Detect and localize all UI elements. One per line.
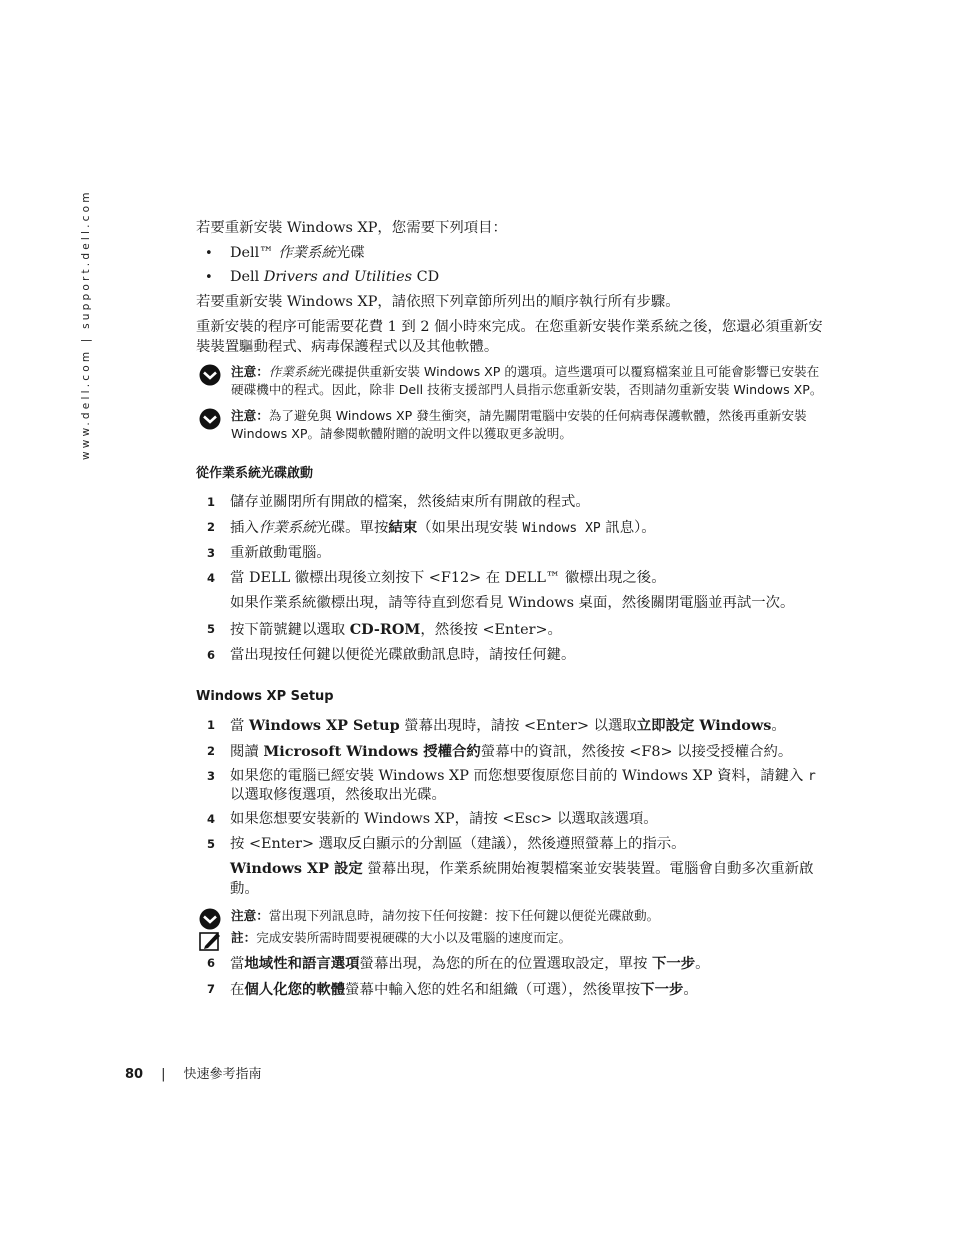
- list-item: • Dell Drivers and Utilities CD: [196, 267, 826, 288]
- notice-label: 注意：: [231, 408, 269, 423]
- required-items-list: [196, 243, 826, 288]
- section-heading: 從作業系統光碟啟動: [196, 466, 314, 481]
- pencil-note-icon: [199, 930, 221, 952]
- step-subtext: 如果作業系統徽標出現，請等待直到您看見 Windows 桌面，然後關閉電腦並再試一次。: [230, 595, 795, 611]
- page-number: 80: [125, 1067, 144, 1082]
- notice-box: [196, 907, 826, 925]
- footer-title: 快速參考指南: [183, 1067, 262, 1082]
- notice-box: 注意：作業系統光碟提供重新安裝 Windows XP 的選項。這些選項可以覆寫檔案並且可能會影響已安裝在硬碟機中的程式。因此，除非 Dell 技術支援部門人員指示您重新安裝，否則請勿重新安裝 Windows XP。: [196, 363, 826, 399]
- section-heading: Windows XP Setup: [196, 689, 334, 704]
- list-item: 4 如果您想要安裝新的 Windows XP，請按 <Esc> 以選取該選項。: [207, 811, 658, 827]
- notice-icon: [199, 364, 221, 386]
- setup-steps-list-cont: [196, 953, 826, 1001]
- note-box: [196, 929, 826, 947]
- step-subtext: Windows XP 設定 螢幕出現，作業系統開始複製檔案並安裝裝置。電腦會自動多次重新啟動。: [230, 860, 814, 897]
- list-item: 2 閱讀 Microsoft Windows 授權合約螢幕中的資訊，然後按 <F8> 以接受授權合約。: [207, 743, 793, 760]
- need-items-text: 若要重新安裝 Windows XP，您需要下列項目：: [196, 220, 507, 236]
- boot-steps-list: [196, 492, 826, 589]
- boot-steps-list-cont: [196, 619, 826, 666]
- notice-text: 當出現下列訊息時，請勿按下任何按鍵：按下任何鍵以便從光碟啟動。: [268, 908, 660, 923]
- list-item: 5 按 <Enter> 選取反白顯示的分割區（建議），然後遵照螢幕上的指示。: [207, 836, 686, 852]
- list-item: 4 當 DELL 徽標出現後立刻按下 <F12> 在 DELL™ 徽標出現之後。: [207, 570, 666, 586]
- list-item: 1 當 Windows XP Setup 螢幕出現時，請按 <Enter> 以選取立即設定 Windows。: [207, 717, 786, 734]
- order-text: 若要重新安裝 Windows XP，請依照下列章節所列出的順序執行所有步驟。: [196, 294, 680, 310]
- time-text: 重新安裝的程序可能需要花費 1 到 2 個小時來完成。在您重新安裝作業系統之後，您還必須重新安裝裝置驅動程式、病毒保護程式以及其他軟體。: [196, 319, 823, 355]
- list-item: • Dell™ 作業系統光碟: [196, 243, 826, 264]
- note-text: 完成安裝所需時間要視硬碟的大小以及電腦的速度而定。: [256, 930, 572, 945]
- list-item: 6 當地域性和語言選項螢幕出現，為您的所在的位置選取設定，單按 下一步。: [207, 955, 710, 972]
- footer-separator: |: [161, 1067, 166, 1082]
- notice-box: [196, 407, 826, 443]
- sidebar-url: www.dell.com | support.dell.com: [80, 189, 92, 460]
- notice-text: 為了避免與 Windows XP 發生衝突，請先關閉電腦中安裝的任何病毒保護軟體，然後再重新安裝 Windows XP。請參閱軟體附贈的說明文件以獲取更多說明。: [231, 408, 807, 441]
- setup-steps-list: [196, 715, 826, 855]
- page-content: [196, 218, 826, 1005]
- list-item: 1 儲存並關閉所有開啟的檔案，然後結束所有開啟的程式。: [207, 494, 590, 510]
- list-item: 5 按下箭號鍵以選取 CD-ROM，然後按 <Enter>。: [207, 621, 562, 638]
- notice-label: 注意：: [231, 908, 269, 923]
- notice-icon: [199, 408, 221, 430]
- list-item: 2 插入作業系統光碟。單按結束（如果出現安裝 Windows XP 訊息）。: [207, 519, 656, 536]
- page-footer: [125, 1063, 262, 1082]
- list-item: 7 在個人化您的軟體螢幕中輸入您的姓名和組織（可選），然後單按下一步。: [207, 981, 698, 998]
- notice-icon: [199, 908, 221, 930]
- note-label: 註：: [231, 930, 257, 945]
- notice-label: 注意：: [231, 364, 269, 379]
- list-item: 3 重新啟動電腦。: [207, 545, 331, 561]
- list-item: 3 如果您的電腦已經安裝 Windows XP 而您想要復原您目前的 Windows XP 資料，請鍵入 r 以選取修復選項，然後取出光碟。: [207, 768, 816, 803]
- list-item: 6 當出現按任何鍵以便從光碟啟動訊息時，請按任何鍵。: [207, 647, 576, 663]
- notice-text: 光碟提供重新安裝 Windows XP 的選項。這些選項可以覆寫檔案並且可能會影響已安裝在硬碟機中的程式。因此，除非 Dell 技術支援部門人員指示您重新安裝，否則請勿重新安裝 Windows XP。: [231, 364, 823, 397]
